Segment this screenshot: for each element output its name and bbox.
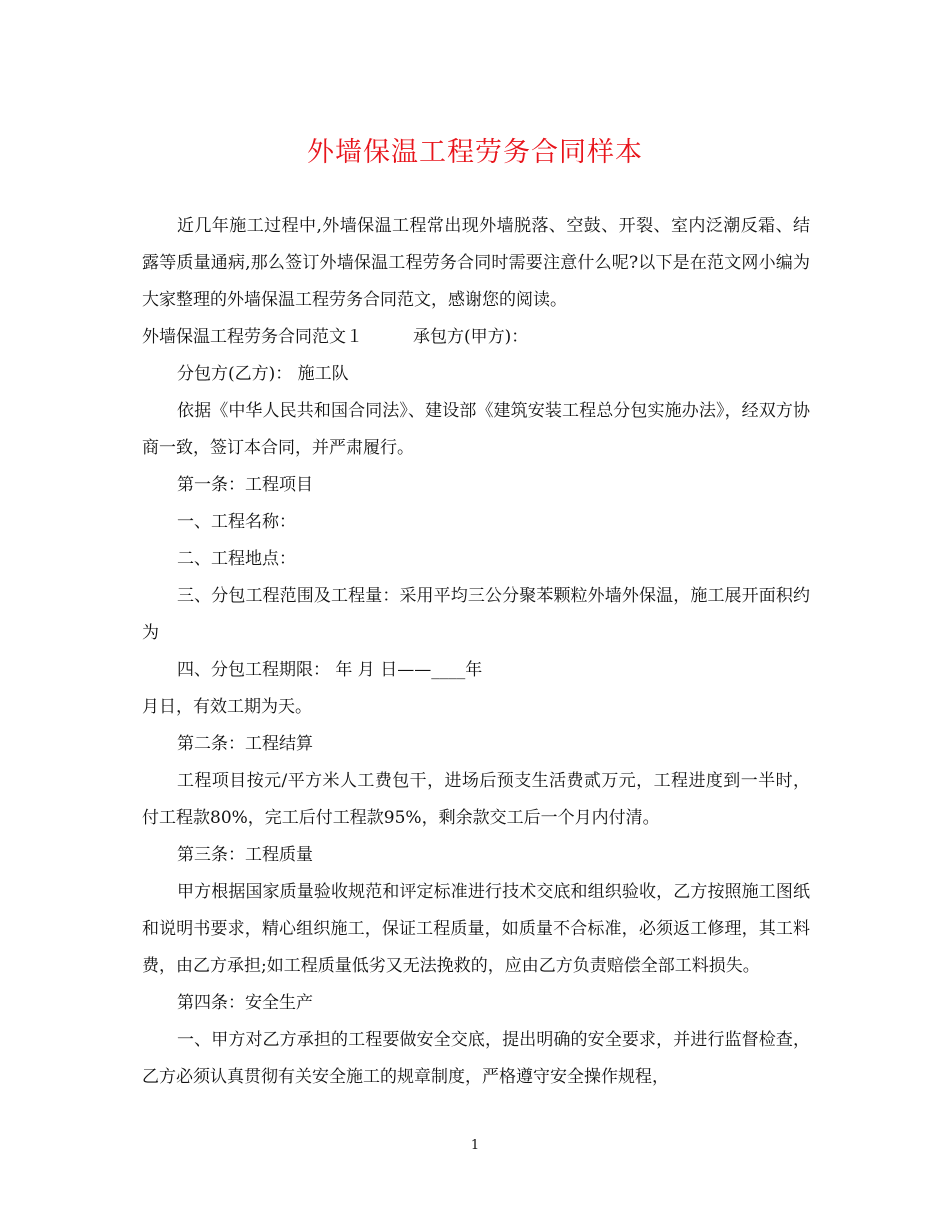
article-1-heading: 第一条：工程项目: [177, 475, 313, 495]
article-4-heading: 第四条：安全生产: [177, 993, 313, 1013]
project-period: 四、分包工程期限： 年 月 日——____年: [177, 660, 483, 680]
contract-sample-title: 外墙保温工程劳务合同范文１: [142, 327, 363, 347]
article-2-heading: 第二条：工程结算: [177, 734, 313, 754]
document-body: [142, 208, 810, 1096]
party-a-label: 承包方(甲方)：: [413, 327, 529, 347]
quality-terms: 甲方根据国家质量验收规范和评定标准进行技术交底和组织验收，乙方按照施工图纸和说明书要求，精心组织施工，保证工程质量，如质量不合标准，必须返工修理，其工料费，由乙方承担;如工程质量低劣又无法挽救的，应由乙方负责赔偿全部工料损失。: [142, 882, 810, 976]
article-3-heading: 第三条：工程质量: [177, 845, 313, 865]
paragraph-party-b: 分包方(乙方)： 施工队: [177, 364, 349, 384]
project-location: 二、工程地点：: [177, 549, 296, 569]
page-number: 1: [470, 1138, 480, 1153]
paragraph-contract-heading: [142, 319, 810, 356]
paragraph-intro: 近几年施工过程中,外墙保温工程常出现外墙脱落、空鼓、开裂、室内泛潮反霜、结露等质量通病,那么签订外墙保温工程劳务合同时需要注意什么呢?以下是在范文网小编为大家整理的外墙保温工程劳务合同范文，感谢您的阅读。: [142, 216, 810, 310]
project-period-continued: 月日，有效工期为天。: [142, 697, 312, 717]
project-scope: 三、分包工程范围及工程量：采用平均三公分聚苯颗粒外墙外保温，施工展开面积约为: [142, 586, 810, 643]
settlement-terms: 工程项目按元/平方米人工费包干，进场后预支生活费贰万元，工程进度到一半时，付工程款80%，完工后付工程款95%，剩余款交工后一个月内付清。: [142, 771, 810, 828]
project-name: 一、工程名称：: [177, 512, 296, 532]
document-title: 外墙保温工程劳务合同样本: [307, 137, 643, 168]
safety-terms: 一、甲方对乙方承担的工程要做安全交底，提出明确的安全要求，并进行监督检查，乙方必须认真贯彻有关安全施工的规章制度，严格遵守安全操作规程，: [142, 1030, 810, 1087]
paragraph-legal-basis: 依据《中华人民共和国合同法》、建设部《建筑安装工程总分包实施办法》，经双方协商一致，签订本合同，并严肃履行。: [142, 401, 810, 458]
